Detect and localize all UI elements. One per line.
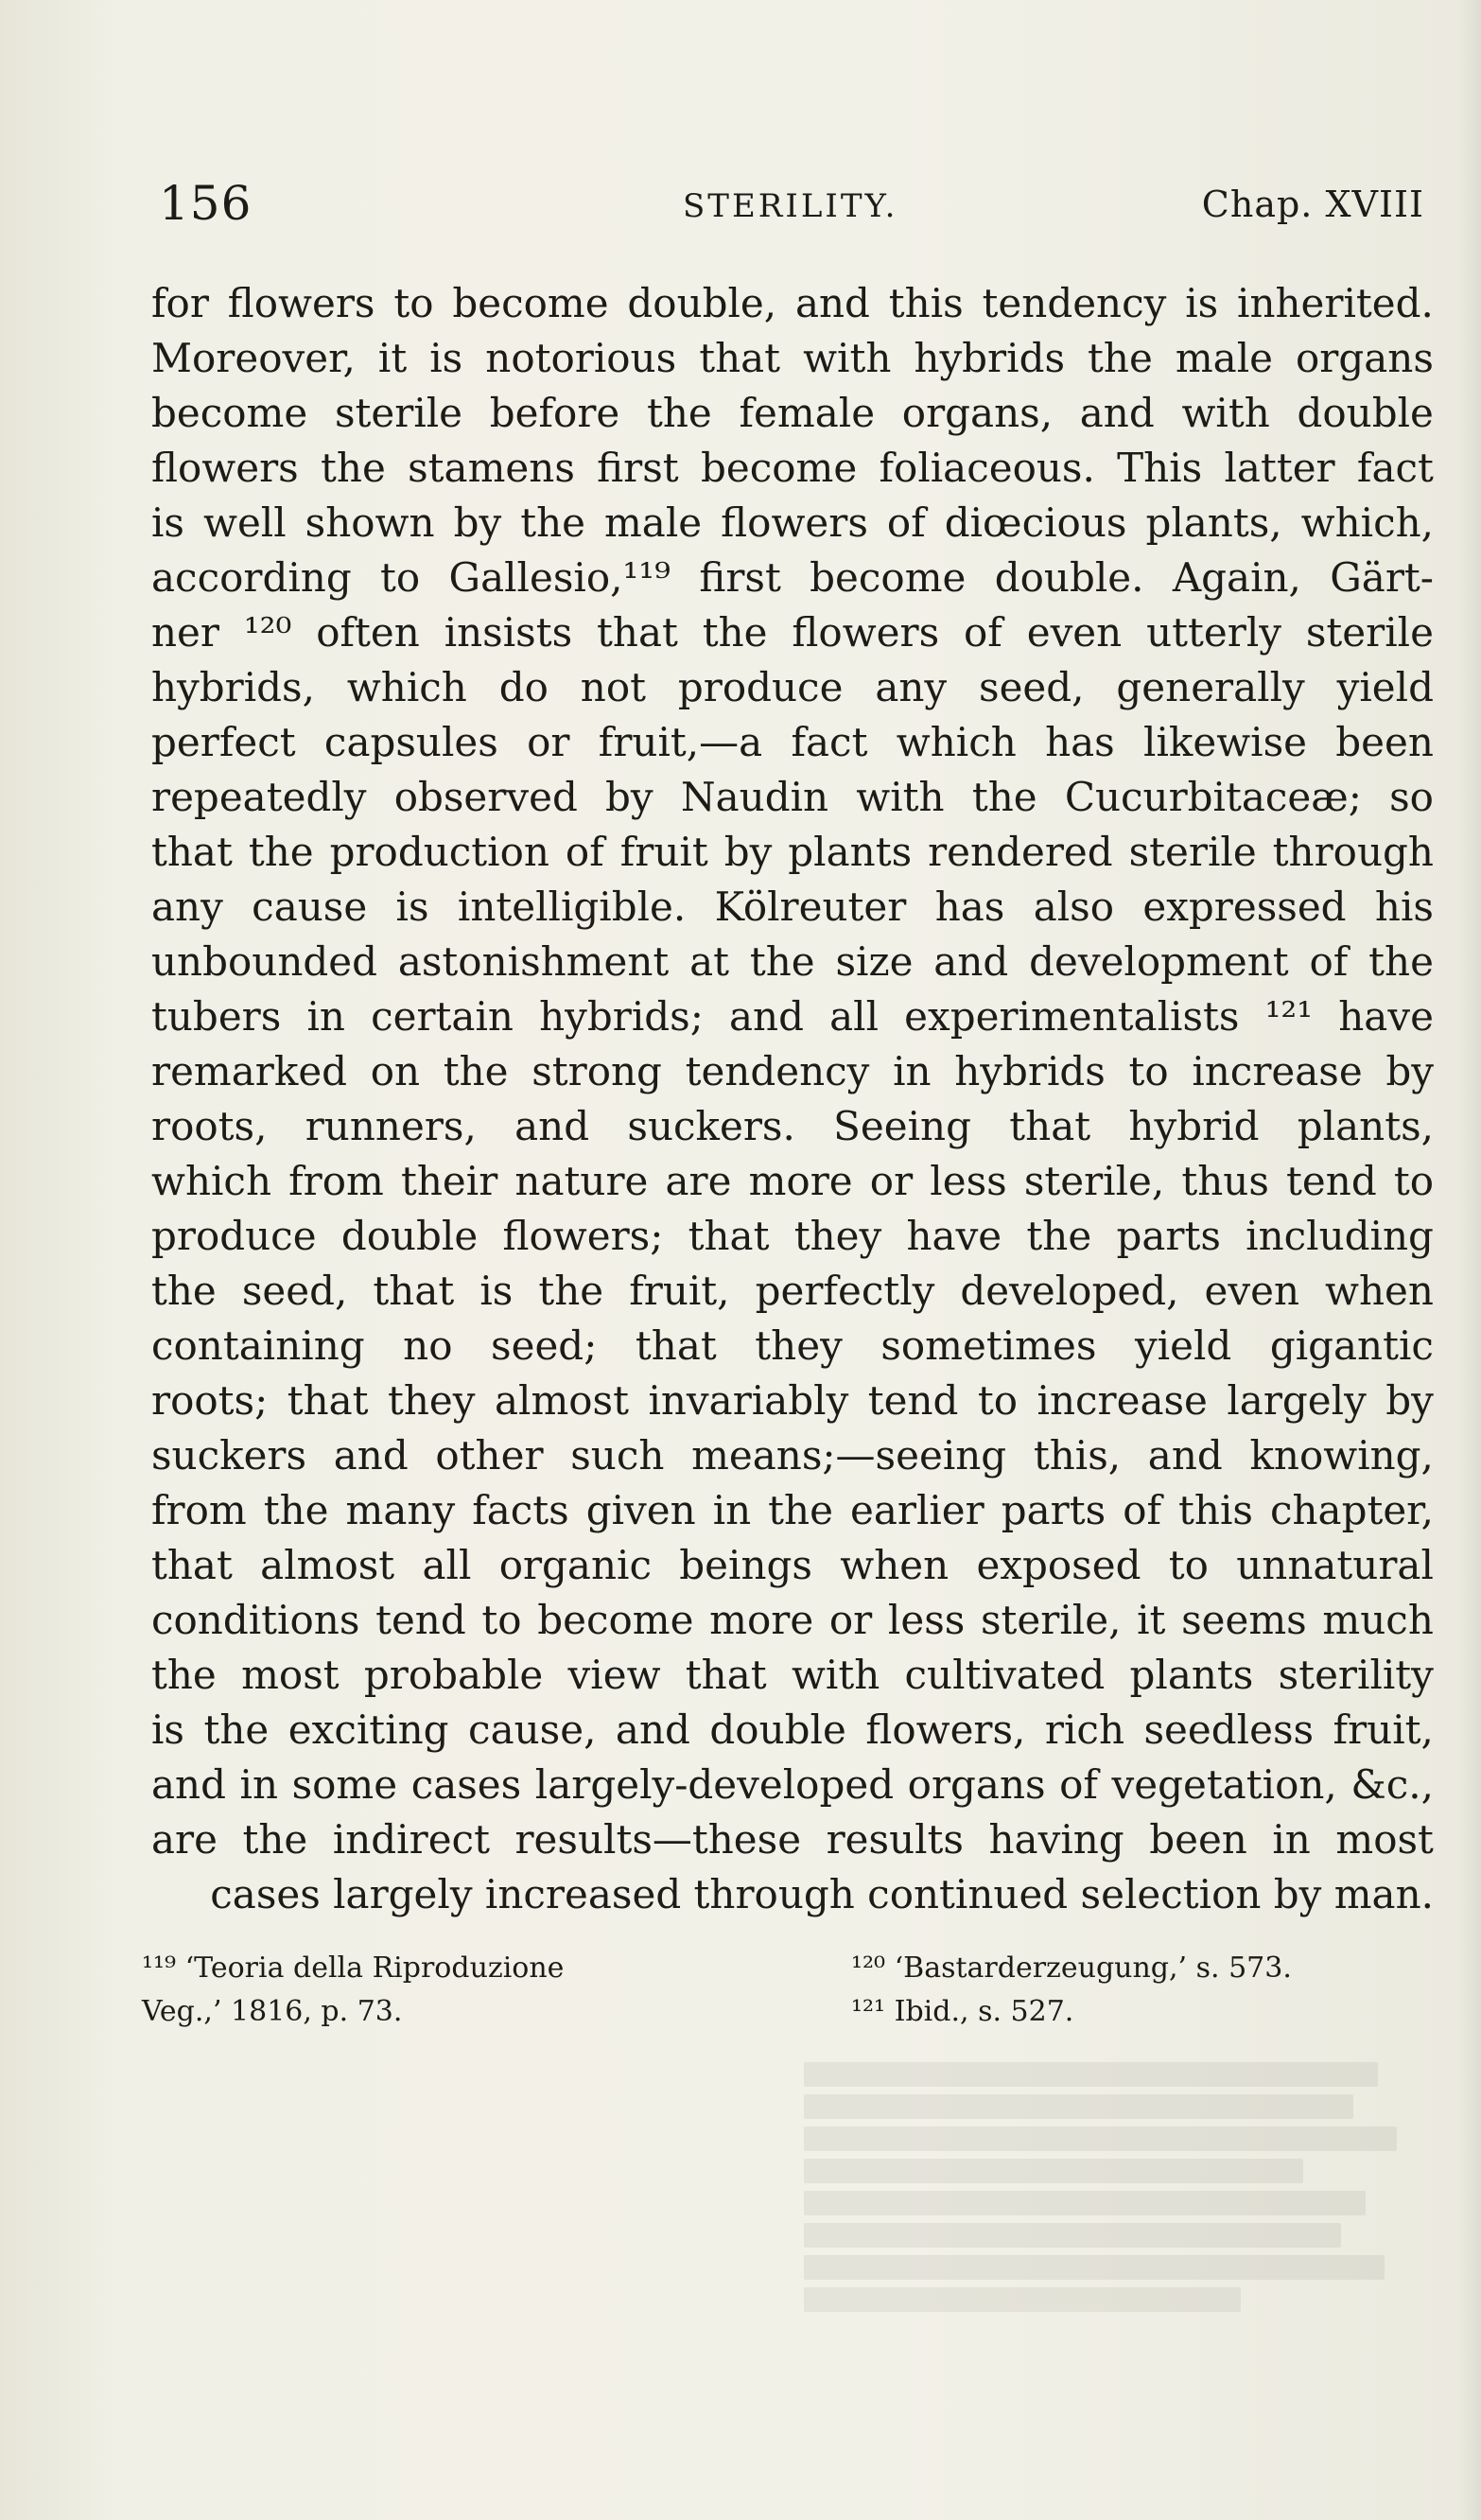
text-line: is the exciting cause, and double flowers, rich seedless fruit,: [151, 1706, 1434, 1753]
text-line: are the indirect results—these results having been in most: [151, 1816, 1434, 1863]
text-line: cases largely increased through continued selection by man.: [210, 1871, 1434, 1917]
text-line: become sterile before the female organs, and with double: [151, 390, 1434, 436]
body-paragraph: [151, 276, 1434, 1922]
text-line: is well shown by the male flowers of diœcious plants, which,: [151, 499, 1434, 546]
footnote-line: ¹¹⁹ ‘Teoria della Riproduzione: [142, 1951, 565, 1985]
running-head: [159, 176, 1424, 242]
text-line: perfect capsules or fruit,—a fact which has likewise been: [151, 719, 1434, 765]
text-line: any cause is intelligible. Kölreuter has also expressed his: [151, 884, 1434, 930]
text-line: which from their nature are more or less sterile, thus tend to: [151, 1158, 1434, 1204]
text-line: the seed, that is the fruit, perfectly developed, even when: [151, 1268, 1434, 1314]
text-line: that the production of fruit by plants rendered sterile through: [151, 829, 1434, 875]
text-line: for flowers to become double, and this tendency is inherited.: [151, 280, 1434, 326]
page-edge-shadow: [1458, 0, 1481, 2520]
text-line: the most probable view that with cultivated plants sterility: [151, 1652, 1434, 1698]
text-line: unbounded astonishment at the size and development of the: [151, 938, 1434, 985]
text-line: ner ¹²⁰ often insists that the flowers of even utterly sterile: [151, 609, 1434, 656]
footnote-column-left: [142, 1947, 728, 2034]
text-line: hybrids, which do not produce any seed, generally yield: [151, 664, 1434, 710]
text-line: produce double flowers; that they have the parts including: [151, 1213, 1434, 1259]
page-number: 156: [159, 176, 253, 231]
text-line: that almost all organic beings when exposed to unnatural: [151, 1542, 1434, 1588]
text-line: Moreover, it is notorious that with hybrids the male organs: [151, 335, 1434, 381]
text-line: remarked on the strong tendency in hybrids to increase by: [151, 1048, 1434, 1094]
footnote-line: ¹²⁰ ‘Bastarderzeugung,’ s. 573.: [851, 1951, 1292, 1985]
text-line: containing no seed; that they sometimes yield gigantic: [151, 1322, 1434, 1369]
text-line: repeatedly observed by Naudin with the Cucurbitaceæ; so: [151, 774, 1434, 820]
text-line: and in some cases largely-developed organs of vegetation, &c.,: [151, 1761, 1434, 1808]
chapter-title: STERILITY.: [683, 187, 898, 225]
text-line: roots, runners, and suckers. Seeing that hybrid plants,: [151, 1103, 1434, 1149]
text-line: tubers in certain hybrids; and all experimentalists ¹²¹ have: [151, 993, 1434, 1040]
text-line: conditions tend to become more or less sterile, it seems much: [151, 1597, 1434, 1643]
text-line: flowers the stamens first become foliaceous. This latter fact: [151, 445, 1434, 491]
footnote-column-right: [851, 1947, 1437, 2034]
text-line: according to Gallesio,¹¹⁹ first become double. Again, Gärt-: [151, 554, 1434, 601]
chapter-reference: Chap. XVIII: [1201, 184, 1424, 225]
footnote-line: Veg.,’ 1816, p. 73.: [142, 1995, 403, 2028]
text-line: suckers and other such means;—seeing this, and knowing,: [151, 1432, 1434, 1479]
show-through-text: [804, 2062, 1428, 2346]
footnote-line: ¹²¹ Ibid., s. 527.: [851, 1995, 1074, 2028]
text-line: from the many facts given in the earlier parts of this chapter,: [151, 1487, 1434, 1533]
text-line: roots; that they almost invariably tend to increase largely by: [151, 1377, 1434, 1424]
